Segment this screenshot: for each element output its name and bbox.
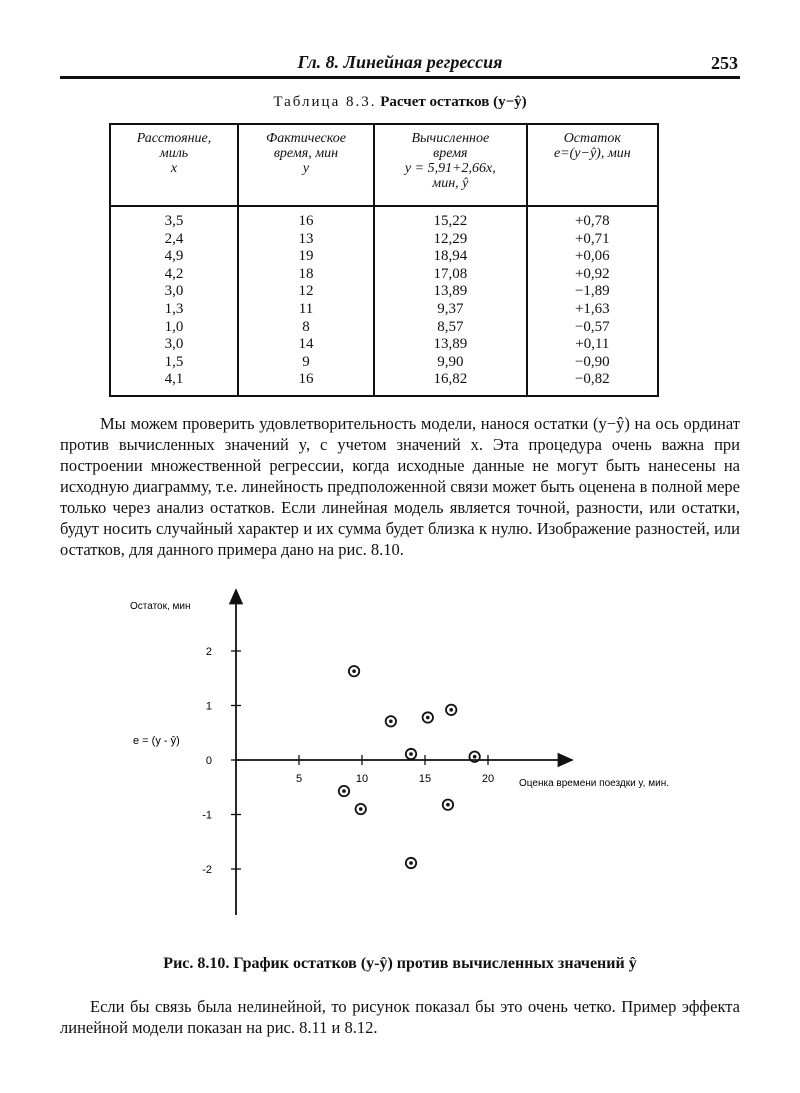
cell-residual: +0,71 [527, 231, 658, 249]
data-point [406, 749, 416, 759]
cell-actual: 9 [238, 354, 374, 372]
header-line: y [302, 161, 310, 176]
header-line: Остаток [563, 131, 621, 146]
cell-computed: 18,94 [374, 248, 527, 266]
residual-plot [0, 580, 800, 930]
cell-actual: 14 [238, 336, 374, 354]
header-line: Расстояние, [136, 131, 212, 146]
header-line: время, мин [273, 146, 339, 161]
header-line: Фактическое [266, 131, 346, 146]
x-tick-label: 20 [481, 773, 495, 785]
table-row [110, 266, 658, 284]
figure-caption: Рис. 8.10. График остатков (y-ŷ) против вычисленных значений ŷ [163, 955, 637, 972]
table-row [110, 336, 658, 354]
table-caption [0, 94, 800, 111]
cell-actual: 18 [238, 266, 374, 284]
cell-residual: +1,63 [527, 301, 658, 319]
y-axis-label: Остаток, мин [130, 601, 191, 612]
cell-actual: 13 [238, 231, 374, 249]
header-line: мин, ŷ [432, 176, 469, 191]
cell-computed: 9,90 [374, 354, 527, 372]
cell-computed: 17,08 [374, 266, 527, 284]
x-tick-label: 10 [355, 773, 369, 785]
data-point [339, 786, 349, 796]
cell-computed: 8,57 [374, 319, 527, 337]
cell-actual: 16 [238, 206, 374, 231]
y-tick-label: 0 [205, 755, 212, 767]
data-point [443, 799, 453, 809]
cell-computed: 16,82 [374, 371, 527, 396]
col-header-distance [110, 124, 238, 206]
table-row [110, 301, 658, 319]
cell-distance: 3,0 [164, 283, 184, 300]
cell-distance: 2,4 [164, 230, 184, 247]
col-header-actual-time [238, 124, 374, 206]
header-line: время [433, 146, 468, 161]
cell-distance: 1,0 [164, 318, 184, 335]
cell-actual: 12 [238, 283, 374, 301]
data-point [423, 712, 433, 722]
col-header-residual [527, 124, 658, 206]
header-line: x [170, 161, 178, 176]
data-point [446, 705, 456, 715]
table-row [110, 231, 658, 249]
y-tick-label: 2 [205, 646, 212, 658]
header-line: e=(y−ŷ), мин [553, 146, 631, 161]
data-point [406, 858, 416, 868]
table-header-row [110, 124, 658, 206]
cell-residual: −0,90 [527, 354, 658, 372]
header-line: миль [159, 146, 189, 161]
col-header-computed-time [374, 124, 527, 206]
residuals-table [109, 123, 659, 397]
body-paragraph-1: Мы можем проверить удовлетворительность модели, нанося остатки (y−ŷ) на ось ординат против вычисленных значений y, с учетом значений x. Эта процедура очень важна при построении множественной регрессии, когда исходные данные не могут быть нанесены на исходную диаграмму, т.е. линейность предположенной связи может быть оценена в полной мере только через анализ остатков. Если линейная модель является точной, разности, или остатки, будут носить случайный характер и их сумма будет близка к нулю. Изображение разностей, или остатков, для данного примера дано на рис. 8.10. [60, 414, 740, 559]
y-tick-label: 1 [205, 700, 212, 713]
header-line: y = 5,91+2,66x, [404, 161, 496, 176]
cell-actual: 8 [238, 319, 374, 337]
cell-computed: 15,22 [374, 206, 527, 231]
cell-distance: 4,9 [164, 248, 184, 265]
cell-computed: 12,29 [374, 231, 527, 249]
data-point [386, 716, 396, 726]
cell-distance: 4,1 [164, 371, 184, 388]
table-label: Таблица 8.3. [273, 94, 377, 110]
cell-distance: 3,5 [164, 213, 184, 229]
table-name: Расчет остатков (y−ŷ) [380, 94, 527, 110]
cell-residual: +0,11 [527, 336, 658, 354]
cell-residual: −0,57 [527, 319, 658, 337]
cell-distance: 1,3 [164, 300, 184, 317]
x-tick-label: 5 [295, 773, 303, 785]
data-point [356, 804, 366, 814]
cell-residual: −1,89 [527, 283, 658, 301]
cell-residual: +0,06 [527, 248, 658, 266]
cell-computed: 9,37 [374, 301, 527, 319]
cell-distance: 1,5 [164, 353, 184, 370]
cell-computed: 13,89 [374, 283, 527, 301]
y-tick-label: -1 [202, 809, 212, 822]
table-row [110, 206, 658, 231]
x-tick-label: 15 [418, 773, 432, 785]
cell-actual: 11 [238, 301, 374, 319]
cell-actual: 16 [238, 371, 374, 396]
cell-residual: +0,92 [527, 266, 658, 284]
body-paragraph-2: Если бы связь была нелинейной, то рисунок показал бы это очень четко. Пример эффекта линейной модели показан на рис. 8.11 и 8.12. [60, 997, 740, 1037]
header-line: Вычисленное [411, 131, 490, 146]
data-point [349, 666, 359, 676]
cell-computed: 13,89 [374, 336, 527, 354]
table-row [110, 371, 658, 396]
table-row [110, 319, 658, 337]
cell-distance: 3,0 [164, 336, 184, 353]
y-tick-label: -2 [202, 864, 212, 876]
cell-residual: +0,78 [527, 206, 658, 231]
table-row [110, 248, 658, 266]
table-row [110, 354, 658, 372]
cell-distance: 4,2 [164, 265, 184, 282]
cell-residual: −0,82 [527, 371, 658, 396]
table-row [110, 283, 658, 301]
running-head [60, 50, 740, 79]
cell-actual: 19 [238, 248, 374, 266]
x-axis-label: Оценка времени поездки y, мин. [519, 778, 670, 789]
residual-side-label: e = (y - ŷ) [133, 735, 180, 747]
running-title: Гл. 8. Линейная регрессия [297, 52, 503, 72]
page-number: 253 [711, 53, 738, 73]
